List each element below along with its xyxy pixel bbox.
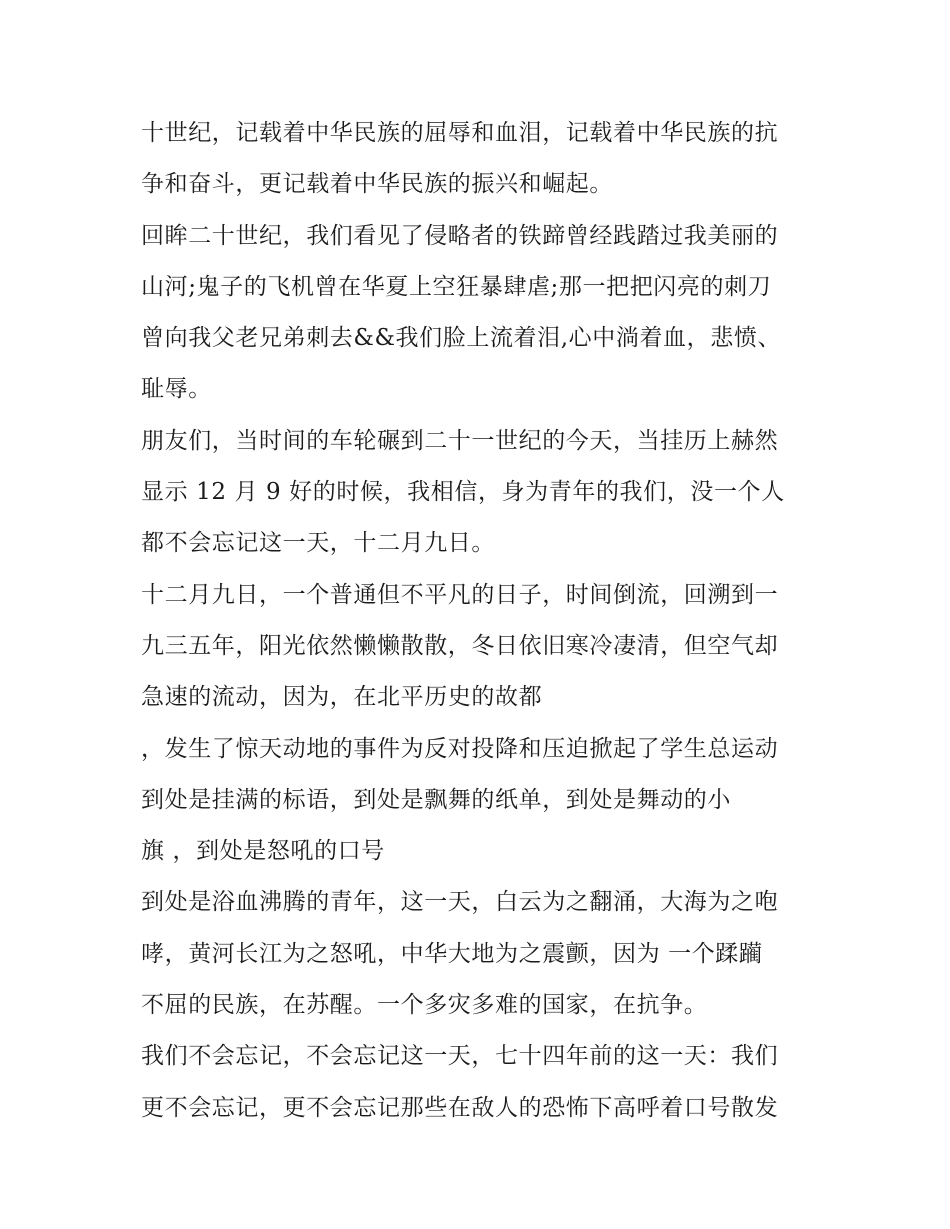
- text-line: 旗 ，到处是怒吼的口号: [141, 838, 385, 865]
- text-line: 更不会忘记，更不会忘记那些在敌人的恐怖下高呼着口号散发: [141, 1094, 779, 1121]
- text-line: 十世纪，记载着中华民族的屈辱和血泪，记载着中华民族的抗: [141, 120, 779, 146]
- text-line: 争和奋斗，更记载着中华民族的振兴和崛起。: [141, 171, 613, 198]
- text-line: 到处是浴血沸腾的青年，这一天，白云为之翻涌，大海为之咆: [141, 889, 779, 916]
- text-line: 十二月九日，一个普通但不平凡的日子，时间倒流，回溯到一: [141, 581, 779, 608]
- text-line: 哮，黄河长江为之怒吼，中华大地为之震颤，因为 一个蹂躏: [141, 940, 763, 967]
- text-line: 我们不会忘记，不会忘记这一天，七十四年前的这一天：我们: [141, 1043, 779, 1070]
- text-line: 急速的流动，因为，在北平历史的故都: [141, 684, 543, 711]
- text-line: 都不会忘记这一天，十二月九日。: [141, 530, 495, 557]
- text-line: 显示 12 月 9 好的时候，我相信，身为青年的我们，没一个人: [141, 479, 785, 506]
- text-line: 山河;鬼子的飞机曾在华夏上空狂暴肆虐;那一把把闪亮的刺刀: [141, 273, 772, 300]
- text-line: 曾向我父老兄弟刺去&&我们脸上流着泪,心中淌着血，悲愤、: [141, 325, 782, 352]
- text-line: 不屈的民族，在苏醒。一个多灾多难的国家，在抗争。: [141, 992, 708, 1019]
- text-line: 回眸二十世纪，我们看见了侵略者的铁蹄曾经践踏过我美丽的: [141, 222, 779, 249]
- text-line: ，发生了惊天动地的事件为反对投降和压迫掀起了学生总运动: [141, 735, 779, 762]
- text-line: 朋友们，当时间的车轮碾到二十一世纪的今天，当挂历上赫然: [141, 427, 779, 454]
- document-body: [141, 108, 821, 1134]
- text-line: 耻辱。: [141, 376, 212, 403]
- text-line: 九三五年，阳光依然懒懒散散，冬日依旧寒冷凄清，但空气却: [141, 632, 779, 659]
- text-line: 到处是挂满的标语，到处是飘舞的纸单，到处是舞动的小: [141, 786, 731, 813]
